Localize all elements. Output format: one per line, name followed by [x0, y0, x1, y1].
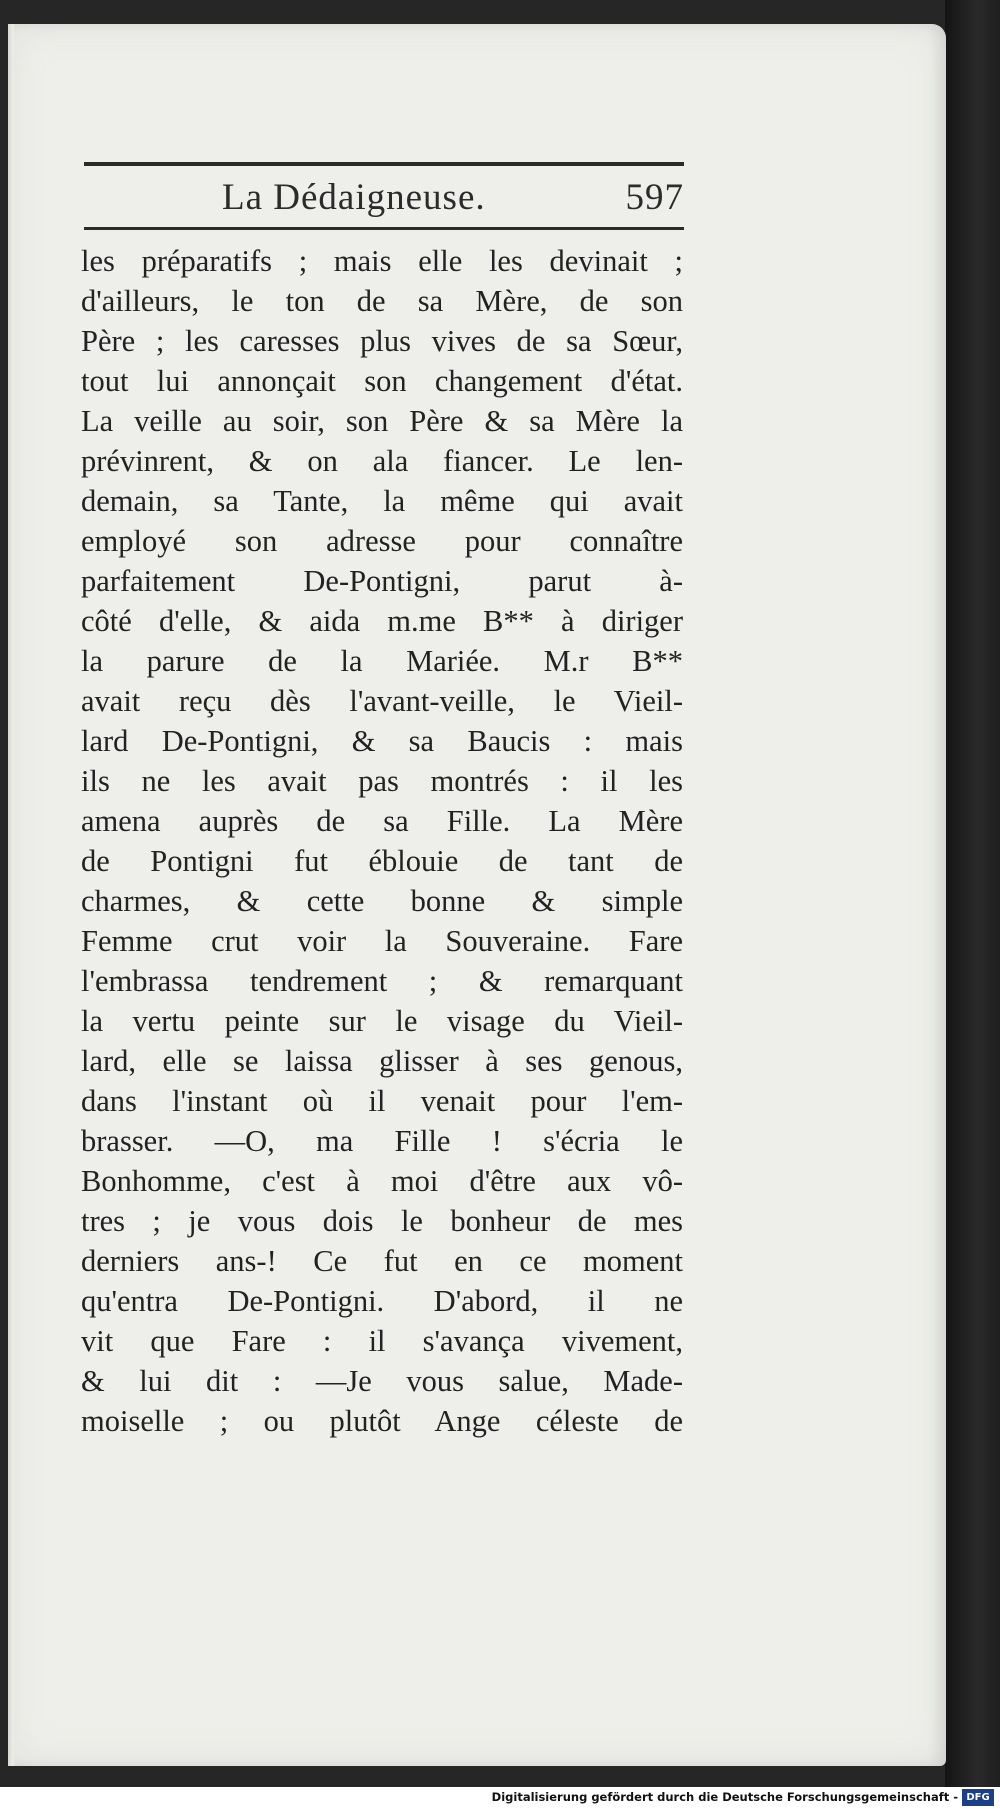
text-line: La veille au soir, son Père & sa Mère la: [81, 404, 683, 438]
text-line: moiselle ; ou plutôt Ange céleste de: [81, 1404, 683, 1438]
text-line: côté d'elle, & aida m.me B** à diriger: [81, 604, 683, 638]
text-line: prévinrent, & on ala fiancer. Le len-: [81, 444, 683, 478]
text-line: Femme crut voir la Souveraine. Fare: [81, 924, 683, 958]
text-line: amena auprès de sa Fille. La Mère: [81, 804, 683, 838]
text-line: brasser. —O, ma Fille ! s'écria le: [81, 1124, 683, 1158]
header-rule-top: [84, 162, 684, 166]
text-line: lard De-Pontigni, & sa Baucis : mais: [81, 724, 683, 758]
text-line: Père ; les caresses plus vives de sa Sœur,: [81, 324, 683, 358]
text-line: la parure de la Mariée. M.r B**: [81, 644, 683, 678]
running-title: La Dédaigneuse.: [222, 177, 486, 218]
text-line: de Pontigni fut éblouie de tant de: [81, 844, 683, 878]
text-line: lard, elle se laissa glisser à ses genous,: [81, 1044, 683, 1078]
body-text: [81, 241, 683, 1441]
text-line: tres ; je vous dois le bonheur de mes: [81, 1204, 683, 1238]
text-line: la vertu peinte sur le visage du Vieil-: [81, 1004, 683, 1038]
text-line: qu'entra De-Pontigni. D'abord, il ne: [81, 1284, 683, 1318]
text-line: d'ailleurs, le ton de sa Mère, de son: [81, 284, 683, 318]
page-number: 597: [625, 177, 684, 218]
text-line: tout lui annonçait son changement d'état.: [81, 364, 683, 398]
text-line: Bonhomme, c'est à moi d'être aux vô-: [81, 1164, 683, 1198]
text-line: vit que Fare : il s'avança vivement,: [81, 1324, 683, 1358]
text-line: derniers ans-! Ce fut en ce moment: [81, 1244, 683, 1278]
footer-bar: [0, 1787, 1000, 1809]
text-line: ils ne les avait pas montrés : il les: [81, 764, 683, 798]
text-line: parfaitement De-Pontigni, parut à-: [81, 564, 683, 598]
text-line: avait reçu dès l'avant-veille, le Vieil-: [81, 684, 683, 718]
text-line: les préparatifs ; mais elle les devinait ;: [81, 244, 683, 278]
funding-credit: Digitalisierung gefördert durch die Deutsche Forschungsgemeinschaft -: [491, 1790, 958, 1804]
text-line: demain, sa Tante, la même qui avait: [81, 484, 683, 518]
text-line: dans l'instant où il venait pour l'em-: [81, 1084, 683, 1118]
running-head: [84, 176, 684, 222]
header-rule-bottom: [84, 227, 684, 230]
dfg-logo: DFG: [962, 1789, 994, 1806]
text-line: & lui dit : —Je vous salue, Made-: [81, 1364, 683, 1398]
scanner-background: [945, 0, 1000, 1809]
text-line: employé son adresse pour connaître: [81, 524, 683, 558]
text-line: l'embrassa tendrement ; & remarquant: [81, 964, 683, 998]
page-gutter: [8, 24, 14, 1766]
text-line: charmes, & cette bonne & simple: [81, 884, 683, 918]
